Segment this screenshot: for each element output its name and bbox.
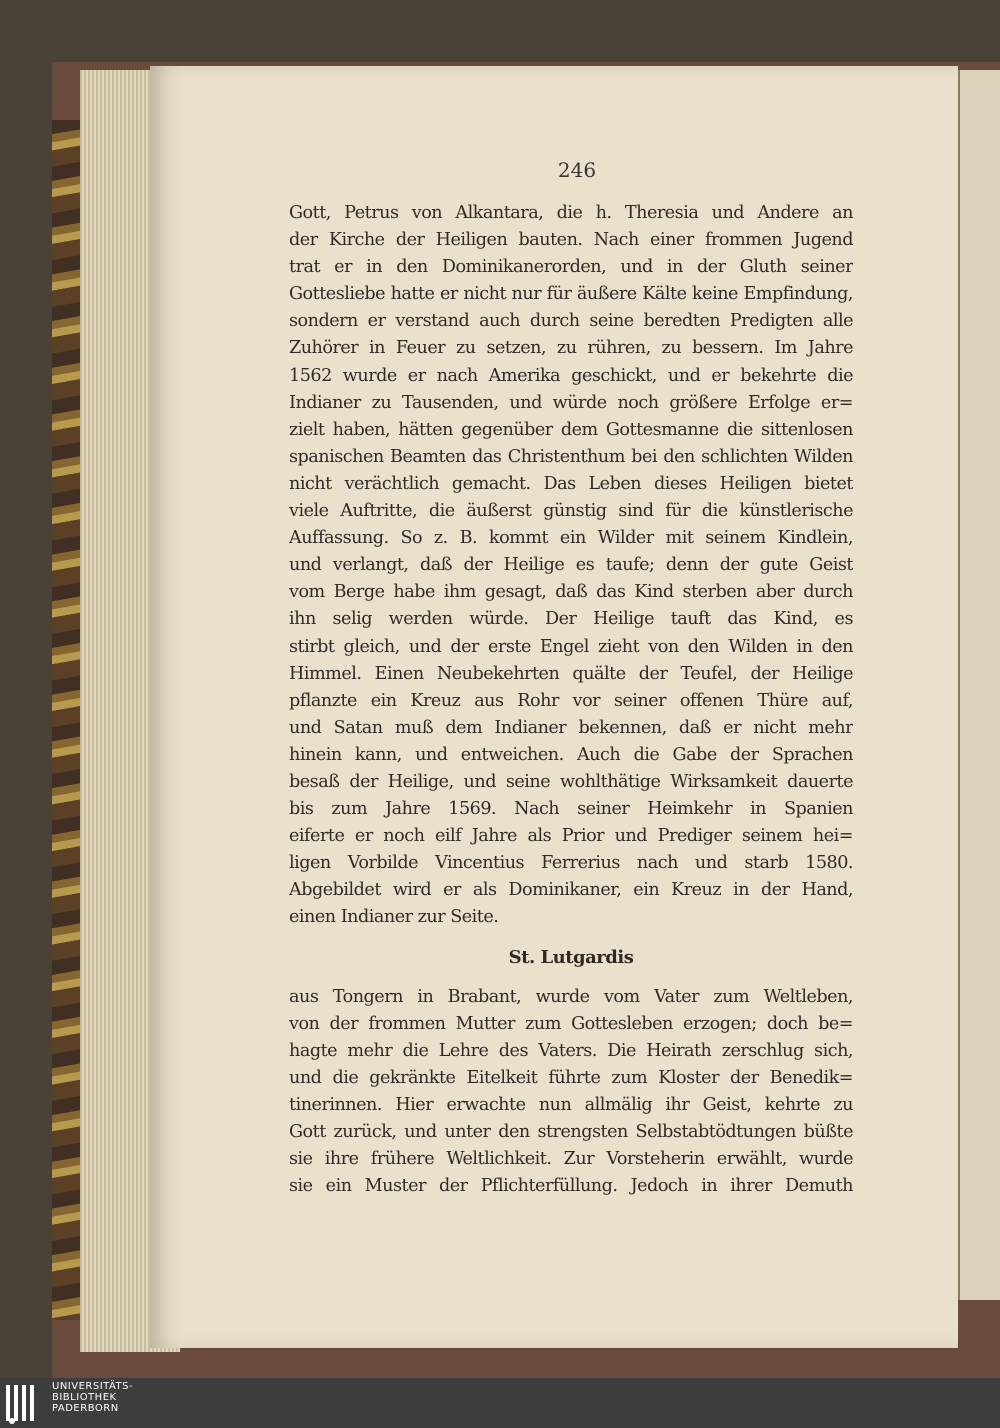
text-line: hagte mehr die Lehre des Vaters. Die Heirath zerschlug sich,: [289, 1040, 853, 1061]
text-line: sondern er verstand auch durch seine beredten Predigten alle: [289, 311, 853, 332]
section-heading: St. Lutgardis: [508, 946, 634, 968]
text-line: vom Berge habe ihm gesagt, daß das Kind sterben aber durch: [289, 582, 853, 603]
text-line: Abgebildet wird er als Dominikaner, ein Kreuz in der Hand,: [289, 880, 853, 901]
text-line: ihn selig werden würde. Der Heilige tauft das Kind, es: [289, 609, 853, 630]
page-text: [289, 200, 853, 1200]
text-line: pflanzte ein Kreuz aus Rohr vor seiner offenen Thüre auf,: [289, 690, 853, 711]
text-line: und Satan muß dem Indianer bekennen, daß er nicht mehr: [289, 717, 853, 738]
text-line: zielt haben, hätten gegenüber dem Gottesmanne die sittenlosen: [289, 419, 853, 440]
text-line: Auffassung. So z. B. kommt ein Wilder mit seinem Kindlein,: [289, 528, 853, 549]
text-line: sie ein Muster der Pflichterfüllung. Jedoch in ihrer Demuth: [289, 1176, 853, 1197]
text-line: von der frommen Mutter zum Gottesleben erzogen; doch be=: [289, 1013, 853, 1034]
library-name-line: BIBLIOTHEK: [52, 1392, 117, 1403]
text-line: nicht verächtlich gemacht. Das Leben dieses Heiligen bietet: [289, 473, 853, 494]
text-line: tinerinnen. Hier erwachte nun allmälig ihr Geist, kehrte zu: [289, 1094, 853, 1115]
text-line: Gottesliebe hatte er nicht nur für äußere Kälte keine Empfindung,: [289, 284, 853, 305]
text-line: Gott, Petrus von Alkantara, die h. Theresia und Andere an: [289, 203, 853, 223]
paragraph-1: [289, 200, 853, 932]
paragraph-2: [289, 984, 853, 1201]
text-line: sie ihre frühere Weltlichkeit. Zur Vorsteherin erwählt, wurde: [289, 1149, 853, 1170]
library-logo-icon: [4, 1381, 40, 1425]
text-line: stirbt gleich, und der erste Engel zieht von den Wilden in den: [289, 636, 853, 657]
page-number: 246: [557, 158, 597, 182]
text-line: der Kirche der Heiligen bauten. Nach einer frommen Jugend: [289, 230, 853, 251]
text-line: trat er in den Dominikanerorden, und in der Gluth seiner: [289, 257, 853, 278]
facing-page-edge: [958, 70, 1000, 1300]
text-line: Gott zurück, und unter den strengsten Selbstabtödtungen büßte: [289, 1122, 853, 1142]
text-line: einen Indianer zur Seite.: [289, 907, 499, 928]
library-name-line: UNIVERSITÄTS-: [52, 1381, 134, 1392]
text-line: aus Tongern in Brabant, wurde vom Vater zum Weltleben,: [289, 986, 853, 1007]
text-line: Himmel. Einen Neubekehrten quälte der Teufel, der Heilige: [289, 663, 853, 684]
text-line: und verlangt, daß der Heilige es taufe; denn der gute Geist: [289, 555, 853, 576]
text-line: viele Auftritte, die äußerst günstig sind für die künstlerische: [289, 501, 853, 522]
text-line: Indianer zu Tausenden, und würde noch größere Erfolge er=: [289, 392, 853, 413]
text-line: besaß der Heilige, und seine wohlthätige Wirksamkeit dauerte: [289, 771, 853, 792]
text-line: ligen Vorbilde Vincentius Ferrerius nach und starb 1580.: [289, 853, 853, 874]
text-line: hinein kann, und entweichen. Auch die Gabe der Sprachen: [289, 744, 853, 765]
text-line: spanischen Beamten das Christenthum bei den schlichten Wilden: [289, 446, 853, 467]
text-line: und die gekränkte Eitelkeit führte zum Kloster der Benedik=: [289, 1067, 853, 1088]
library-name: [52, 1381, 133, 1414]
library-footer-bar: [0, 1378, 1000, 1428]
text-line: eiferte er noch eilf Jahre als Prior und Prediger seinem hei=: [289, 826, 853, 847]
text-line: 1562 wurde er nach Amerika geschickt, und er bekehrte die: [289, 365, 853, 386]
text-line: bis zum Jahre 1569. Nach seiner Heimkehr in Spanien: [289, 799, 853, 820]
library-name-line: PADERBORN: [52, 1403, 119, 1414]
text-line: Zuhörer in Feuer zu setzen, zu rühren, zu bessern. Im Jahre: [289, 338, 853, 359]
